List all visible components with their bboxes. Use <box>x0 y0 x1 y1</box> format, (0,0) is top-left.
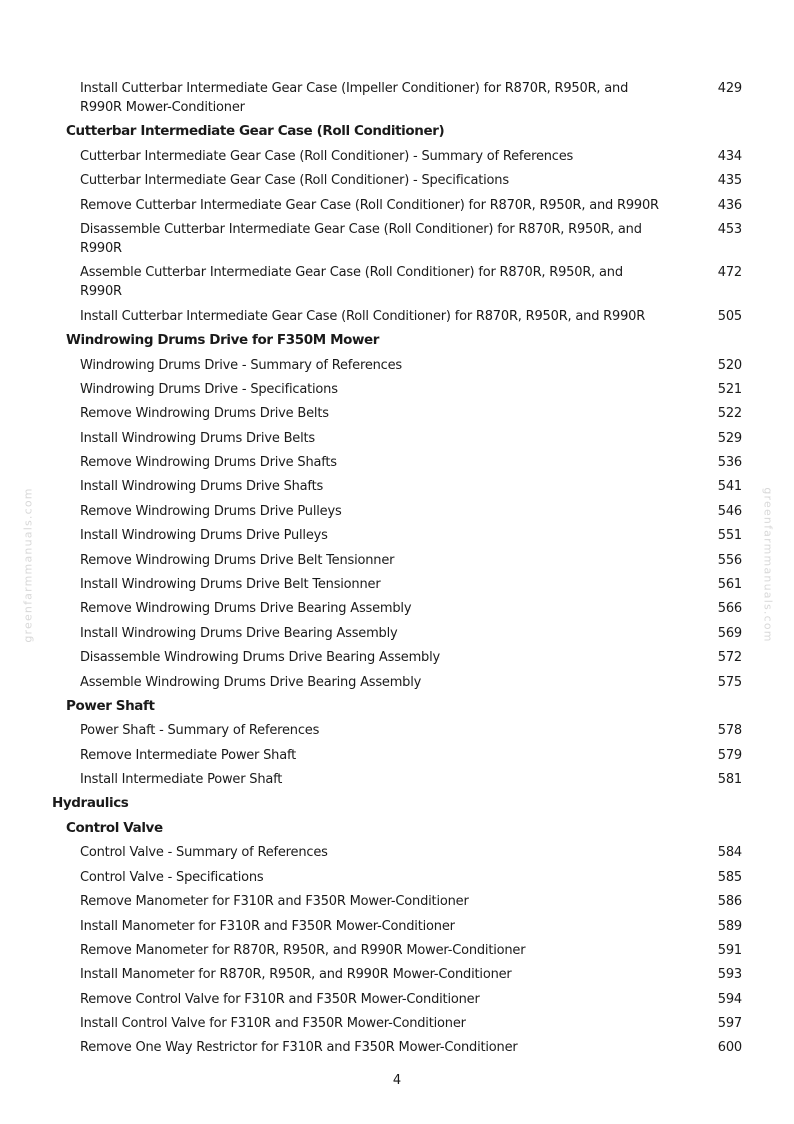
toc-entry[interactable] <box>52 304 742 328</box>
toc-entry[interactable] <box>52 168 742 192</box>
toc-entry[interactable] <box>52 260 742 303</box>
toc-entry-title: Control Valve - Summary of References <box>80 845 328 861</box>
toc-entry-page: 541 <box>717 479 742 495</box>
toc-entry-title: Windrowing Drums Drive - Summary of References <box>80 357 402 373</box>
toc-entry-page: 584 <box>717 845 742 861</box>
toc-entry-title: Assemble Cutterbar Intermediate Gear Case (Roll Conditioner) for R870R, R950R, and R990R <box>80 265 623 300</box>
toc-entry[interactable] <box>52 401 742 425</box>
toc-entry-title: Assemble Windrowing Drums Drive Bearing Assembly <box>80 674 422 690</box>
toc-entry[interactable] <box>52 499 742 523</box>
toc-entry-page: 520 <box>717 357 742 373</box>
toc-entry-title: Install Windrowing Drums Drive Bearing Assembly <box>80 625 398 641</box>
toc-entry[interactable] <box>52 962 742 986</box>
toc-entry-page: 434 <box>717 148 742 164</box>
toc-entry[interactable] <box>52 596 742 620</box>
toc-entry-page: 561 <box>717 577 742 593</box>
toc-entry-title: Windrowing Drums Drive for F350M Mower <box>66 331 380 348</box>
toc-entry[interactable] <box>52 572 742 596</box>
toc-entry-page: 556 <box>717 552 742 568</box>
toc-entry-page: 529 <box>717 430 742 446</box>
toc-entry[interactable] <box>52 718 742 742</box>
toc-entry-page: 522 <box>717 406 742 422</box>
toc-entry-title: Remove Manometer for F310R and F350R Mower-Conditioner <box>80 894 469 910</box>
toc-entry-title: Install Windrowing Drums Drive Pulleys <box>80 528 328 544</box>
toc-entry[interactable] <box>52 889 742 913</box>
toc-entry-title: Control Valve - Specifications <box>80 869 264 885</box>
toc-entry-title: Cutterbar Intermediate Gear Case (Roll Conditioner) <box>66 123 445 140</box>
toc-entry-title: Install Intermediate Power Shaft <box>80 772 283 788</box>
toc-entry-page: 597 <box>717 1016 742 1032</box>
toc-entry[interactable] <box>52 840 742 864</box>
toc-entry-page: 551 <box>717 528 742 544</box>
toc-entry-title: Remove Windrowing Drums Drive Belt Tensionner <box>80 552 395 568</box>
toc-entry[interactable] <box>52 621 742 645</box>
toc-entry-page: 429 <box>717 81 742 96</box>
toc-subsection-heading[interactable] <box>52 119 742 143</box>
toc-entry-page: 536 <box>717 455 742 471</box>
watermark-right: greenfarmmanuals.com <box>761 487 775 643</box>
toc-entry-title: Remove Windrowing Drums Drive Bearing Assembly <box>80 601 412 617</box>
toc-entry-page: 575 <box>717 674 742 690</box>
toc-entry-title: Cutterbar Intermediate Gear Case (Roll Conditioner) - Specifications <box>80 173 509 189</box>
toc-entry-title: Disassemble Cutterbar Intermediate Gear Case (Roll Conditioner) for R870R, R950R, and R990R <box>80 221 642 256</box>
toc-entry-page: 566 <box>717 601 742 617</box>
toc-entry[interactable] <box>52 767 742 791</box>
toc-entry-page: 578 <box>717 723 742 739</box>
toc-entry[interactable] <box>52 426 742 450</box>
toc-entry[interactable] <box>52 1011 742 1035</box>
toc-entry-title: Install Manometer for F310R and F350R Mower-Conditioner <box>80 918 455 934</box>
toc-entry[interactable] <box>52 938 742 962</box>
toc-entry[interactable] <box>52 645 742 669</box>
toc-entry-title: Install Cutterbar Intermediate Gear Case (Roll Conditioner) for R870R, R950R, and R990R <box>80 308 646 324</box>
toc-entry-title: Cutterbar Intermediate Gear Case (Roll Conditioner) - Summary of References <box>80 148 574 164</box>
toc-entry-page: 505 <box>717 308 742 324</box>
toc-entry-title: Remove One Way Restrictor for F310R and F350R Mower-Conditioner <box>80 1040 518 1056</box>
toc-entry-page: 591 <box>717 942 742 958</box>
toc-entry[interactable] <box>52 353 742 377</box>
toc-entry-page: 472 <box>717 265 742 281</box>
toc-subsection-heading[interactable] <box>52 328 742 352</box>
toc-entry-title: Install Windrowing Drums Drive Belts <box>80 430 315 446</box>
toc-entry[interactable] <box>52 450 742 474</box>
toc-entry-title: Control Valve <box>66 819 163 836</box>
toc-entry-page: 586 <box>717 894 742 910</box>
toc-entry[interactable] <box>52 377 742 401</box>
page-number: 4 <box>392 1073 402 1088</box>
toc-entry[interactable] <box>52 548 742 572</box>
toc-entry-page: 589 <box>717 918 742 934</box>
toc-entry-title: Power Shaft <box>66 697 155 714</box>
toc-entry[interactable] <box>52 670 742 694</box>
toc-entry-title: Install Windrowing Drums Drive Shafts <box>80 479 324 495</box>
toc-entry-title: Remove Cutterbar Intermediate Gear Case (Roll Conditioner) for R870R, R950R, and R990R <box>80 197 659 213</box>
toc-entry-title: Remove Windrowing Drums Drive Shafts <box>80 455 337 471</box>
toc-entry-page: 435 <box>717 173 742 189</box>
toc-entry-title: Install Manometer for R870R, R950R, and R990R Mower-Conditioner <box>80 967 512 983</box>
toc-entry-page: 585 <box>717 869 742 885</box>
toc-entry-page: 569 <box>717 625 742 641</box>
toc-entry-page: 453 <box>717 221 742 237</box>
toc-entry-title: Install Cutterbar Intermediate Gear Case (Impeller Conditioner) for R870R, R950R, and R990R Mower-Conditioner <box>80 81 629 115</box>
toc-entry[interactable] <box>52 217 742 260</box>
toc-entry-page: 600 <box>717 1040 742 1056</box>
toc-entry[interactable] <box>52 523 742 547</box>
toc-subsection-heading[interactable] <box>52 816 742 840</box>
toc-entry[interactable] <box>52 76 742 119</box>
toc-entry-title: Hydraulics <box>52 795 129 812</box>
toc-section-heading[interactable] <box>52 792 742 816</box>
toc-entry-title: Disassemble Windrowing Drums Drive Bearing Assembly <box>80 650 440 666</box>
toc-subsection-heading[interactable] <box>52 694 742 718</box>
toc-entry-page: 593 <box>717 967 742 983</box>
toc-entry-title: Remove Control Valve for F310R and F350R Mower-Conditioner <box>80 991 480 1007</box>
table-of-contents <box>52 76 742 1060</box>
toc-entry-title: Install Windrowing Drums Drive Belt Tensionner <box>80 577 381 593</box>
toc-entry-page: 521 <box>717 381 742 397</box>
toc-entry[interactable] <box>52 144 742 168</box>
toc-entry-page: 594 <box>717 991 742 1007</box>
toc-entry-title: Remove Windrowing Drums Drive Pulleys <box>80 503 342 519</box>
toc-entry-title: Install Control Valve for F310R and F350R Mower-Conditioner <box>80 1016 466 1032</box>
toc-entry[interactable] <box>52 193 742 217</box>
toc-entry-page: 572 <box>717 650 742 666</box>
toc-entry[interactable] <box>52 1035 742 1059</box>
toc-entry-title: Remove Manometer for R870R, R950R, and R990R Mower-Conditioner <box>80 942 526 958</box>
toc-entry[interactable] <box>52 914 742 938</box>
toc-entry-title: Power Shaft - Summary of References <box>80 723 320 739</box>
toc-entry-page: 581 <box>717 772 742 788</box>
toc-entry-page: 579 <box>717 747 742 763</box>
toc-entry-title: Remove Intermediate Power Shaft <box>80 747 297 763</box>
toc-entry-title: Windrowing Drums Drive - Specifications <box>80 381 338 397</box>
toc-entry[interactable] <box>52 743 742 767</box>
toc-entry-title: Remove Windrowing Drums Drive Belts <box>80 406 329 422</box>
toc-entry-page: 436 <box>717 197 742 213</box>
toc-entry[interactable] <box>52 987 742 1011</box>
toc-entry[interactable] <box>52 474 742 498</box>
toc-entry[interactable] <box>52 865 742 889</box>
watermark-left: greenfarmmanuals.com <box>21 487 35 643</box>
toc-entry-page: 546 <box>717 503 742 519</box>
